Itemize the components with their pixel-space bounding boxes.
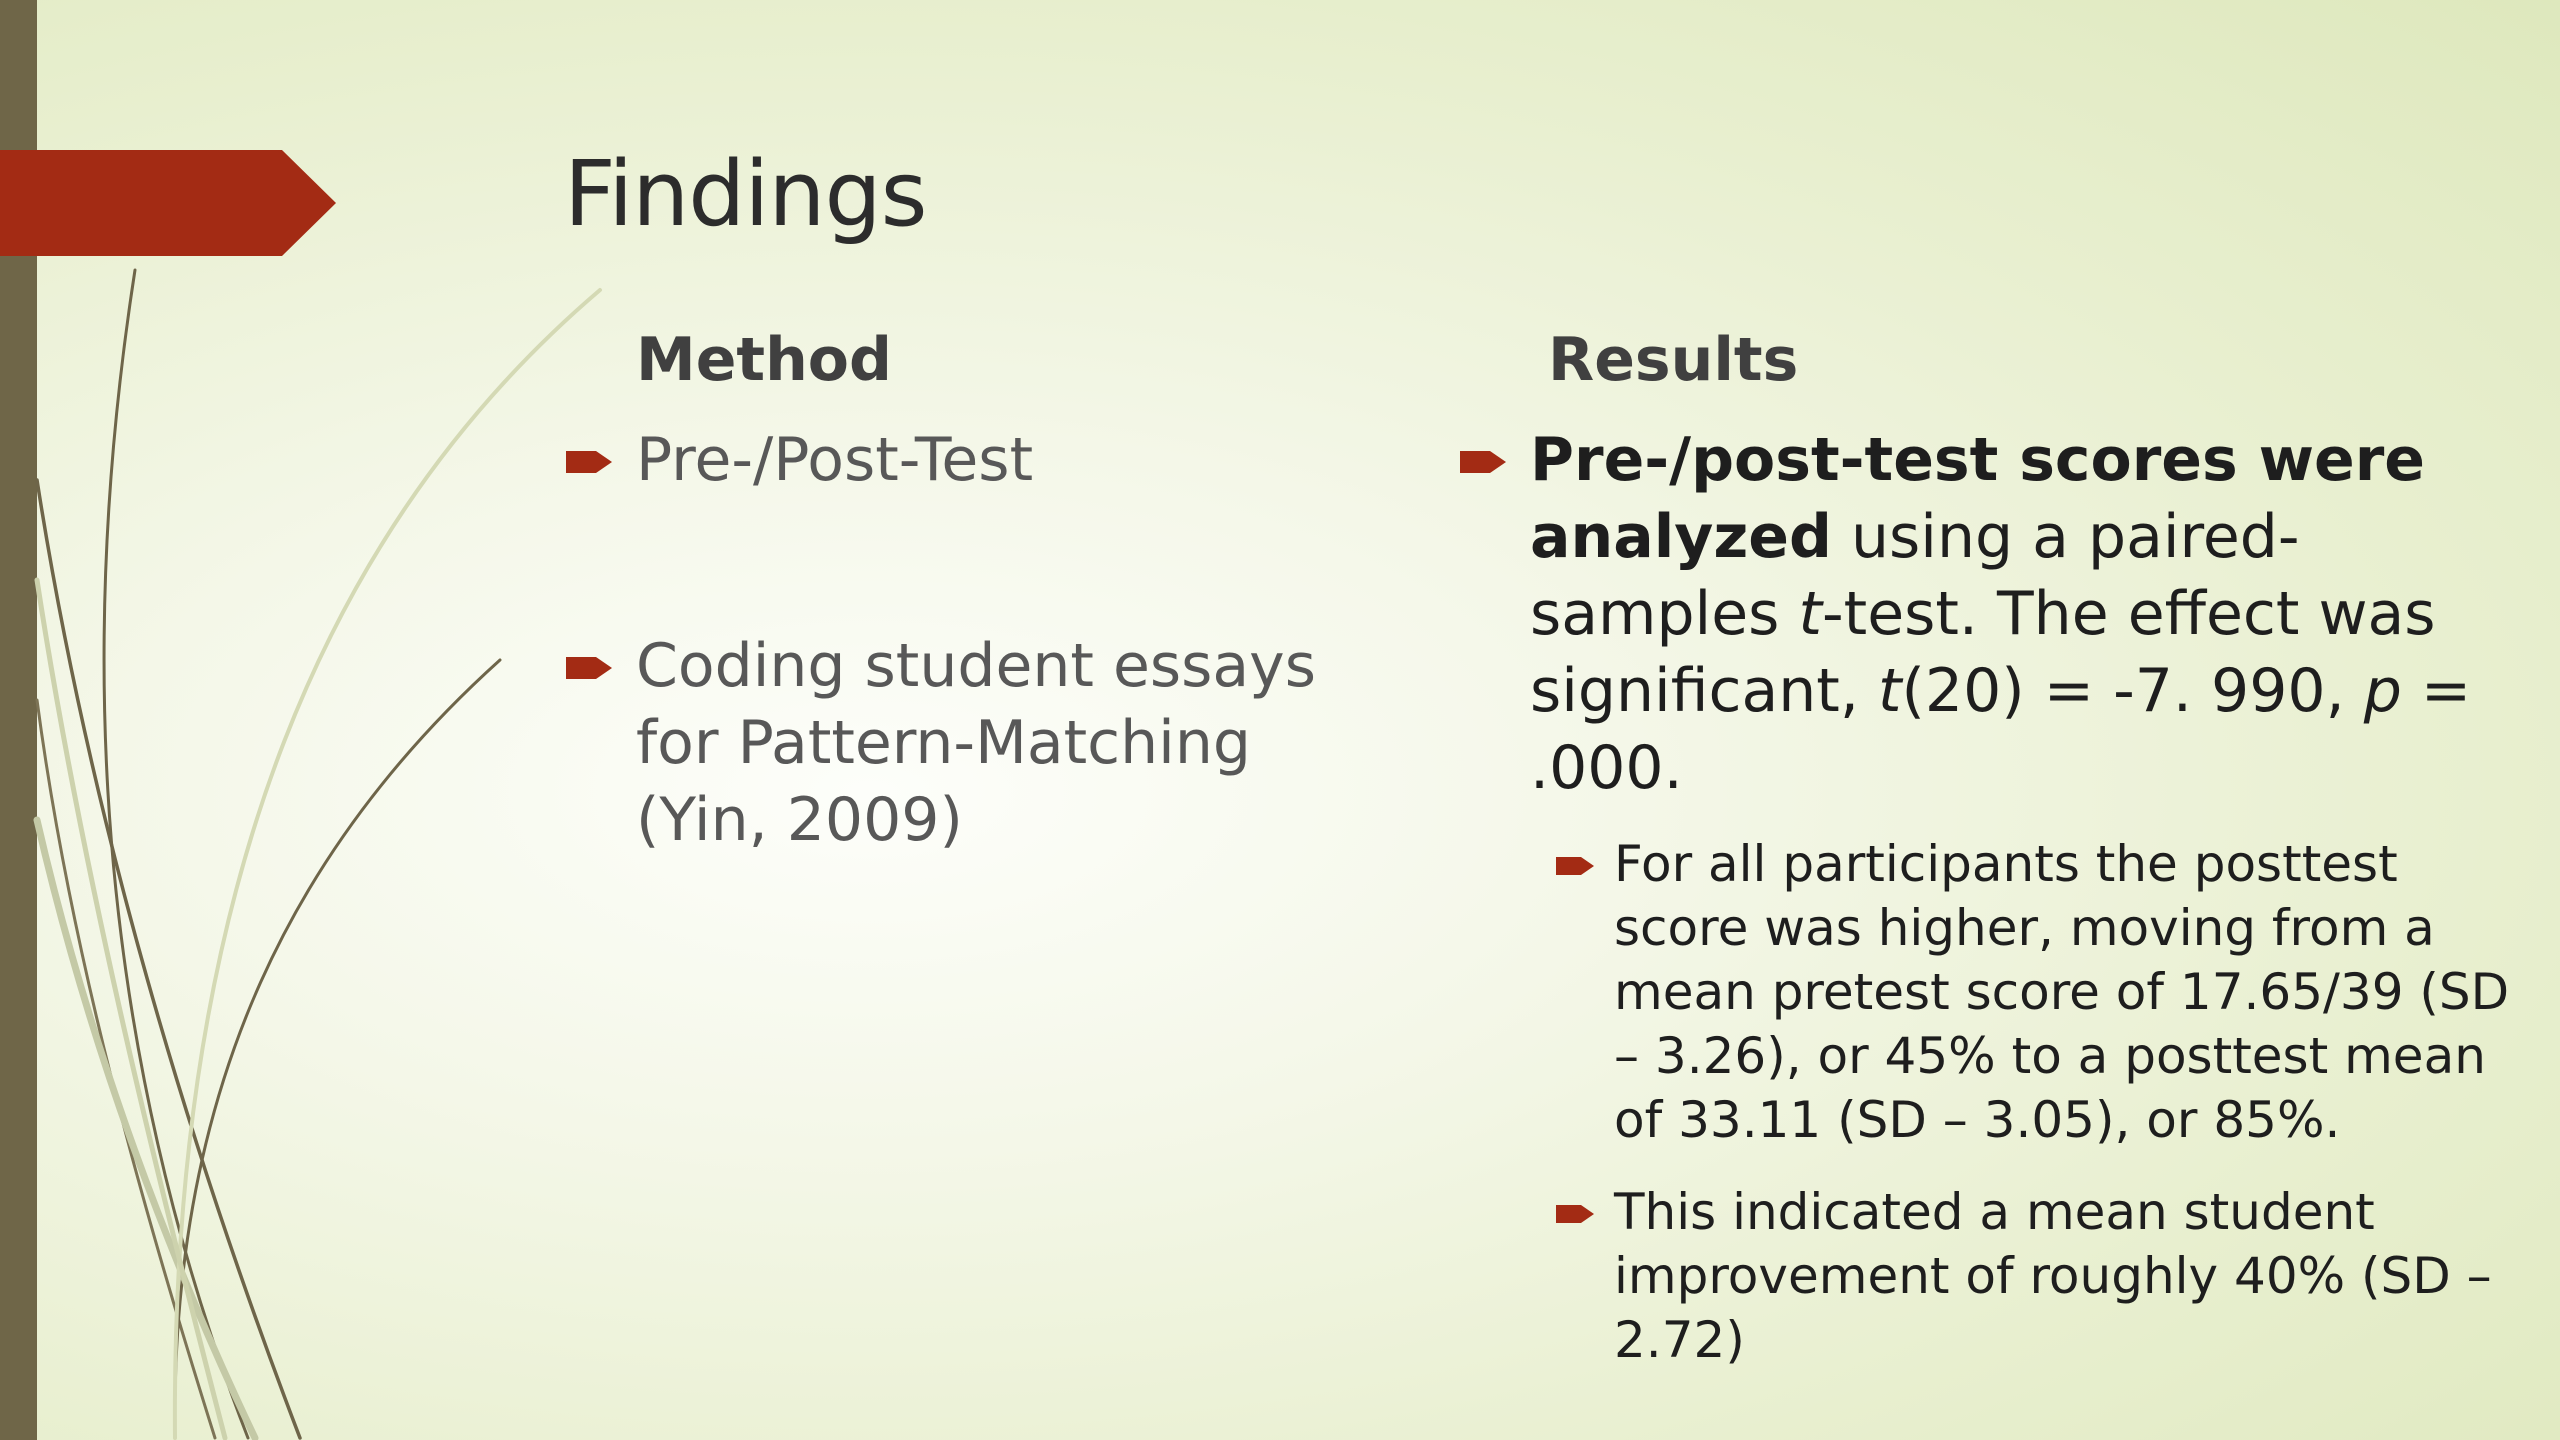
method-bullet-2-icon bbox=[566, 654, 614, 682]
method-heading: Method bbox=[636, 325, 892, 395]
results-main-finding: Pre-/post-test scores were analyzed using a paired- samples t-test. The effect was significant, t(20) = -7. 990, p = .000. bbox=[1530, 425, 2472, 803]
results-heading: Results bbox=[1548, 325, 1799, 395]
results-bullet-main-icon bbox=[1460, 448, 1508, 476]
results-sub-bullet-2-icon bbox=[1556, 1202, 1596, 1226]
method-item-pre-post-test: Pre-/Post-Test bbox=[636, 425, 1034, 495]
page-title: Findings bbox=[564, 142, 927, 247]
results-main-line1: Pre-/post-test scores were bbox=[1530, 425, 2425, 495]
title-banner-arrow bbox=[0, 150, 336, 256]
method-bullet-1-icon bbox=[566, 448, 614, 476]
results-sub-item-scores: For all participants the posttest score was higher, moving from a mean pretest score of 17.65/39 (SD – 3.26), or 45% to a posttest mean of 33.11 (SD – 3.05), or 85%. bbox=[1614, 835, 2510, 1149]
results-sub-item-improvement: This indicated a mean student improvement of roughly 40% (SD – 2.72) bbox=[1614, 1183, 2492, 1369]
method-item-coding-essays: Coding student essays for Pattern-Matching (Yin, 2009) bbox=[636, 631, 1316, 855]
results-sub-bullet-1-icon bbox=[1556, 854, 1596, 878]
